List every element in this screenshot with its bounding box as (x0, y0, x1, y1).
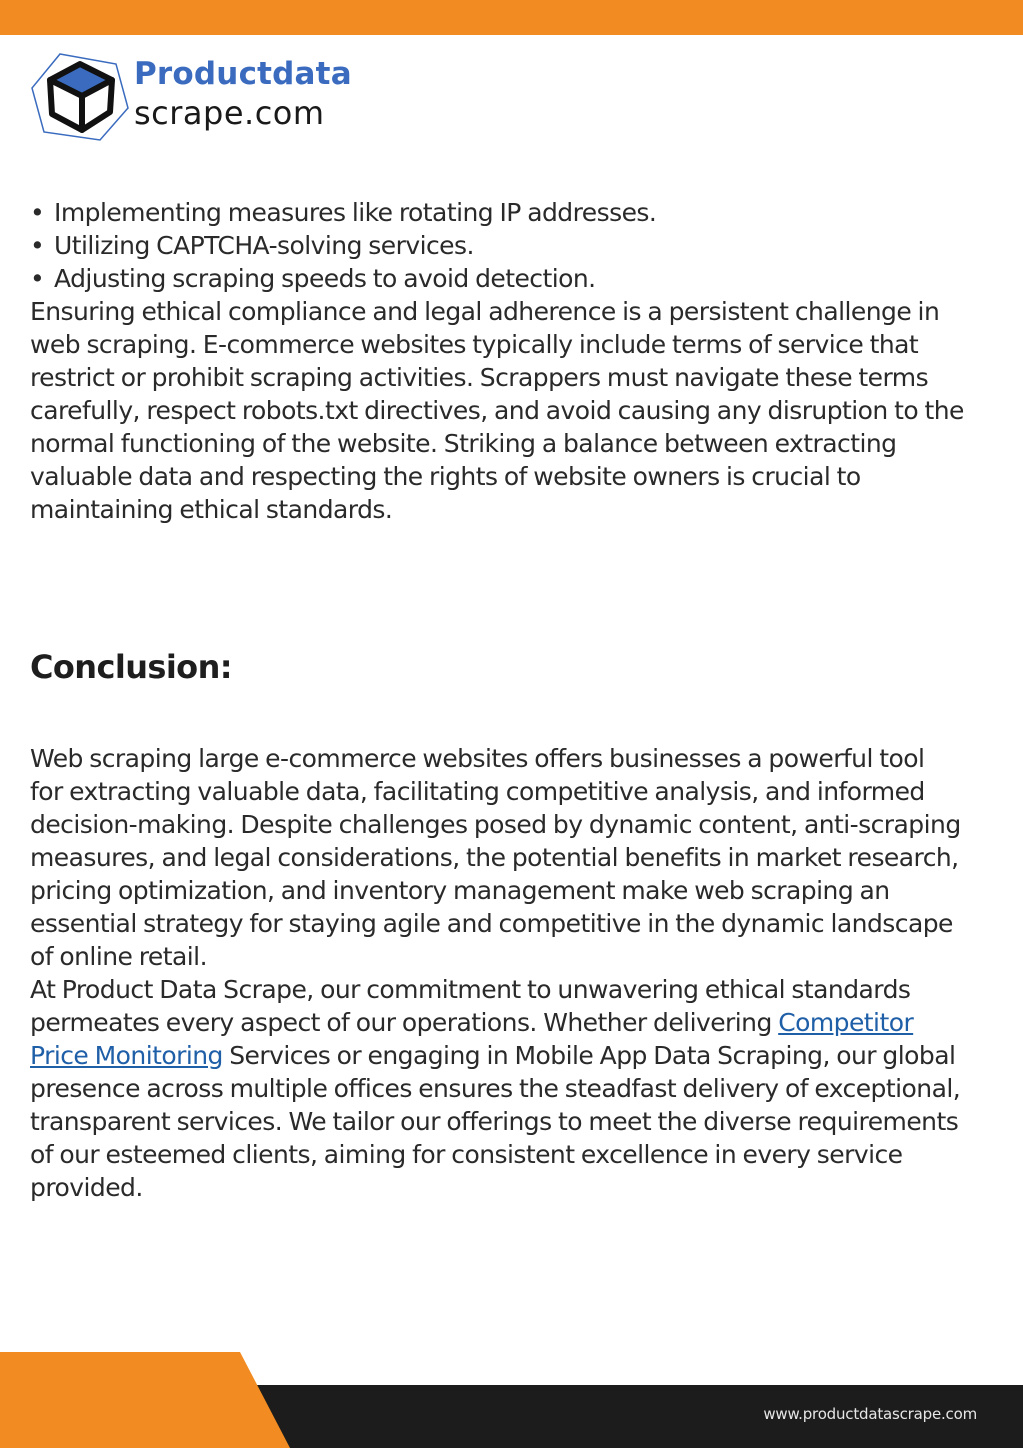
paragraph-line: At Product Data Scrape, our commitment to unwavering ethical standards (30, 975, 911, 1004)
competitor-price-monitoring-link[interactable]: Competitor (778, 1008, 914, 1037)
paragraph-line: web scraping. E-commerce websites typically include terms of service that (30, 330, 919, 359)
bullet-icon: • (30, 231, 45, 260)
paragraph-line: restrict or prohibit scraping activities. Scrappers must navigate these terms (30, 363, 929, 392)
conclusion-section (30, 742, 1023, 1204)
bullet-item: • Adjusting scraping speeds to avoid detection. (30, 264, 596, 293)
conclusion-heading: Conclusion: (30, 648, 232, 686)
competitor-price-monitoring-link-cont[interactable]: Price Monitoring (30, 1041, 223, 1070)
paragraph-line: decision-making. Despite challenges posed by dynamic content, anti-scraping (30, 810, 961, 839)
paragraph-line: carefully, respect robots.txt directives, and avoid causing any disruption to the (30, 396, 964, 425)
footer-accent-shape (0, 1352, 290, 1448)
paragraph-line: Ensuring ethical compliance and legal adherence is a persistent challenge in (30, 297, 940, 326)
bullet-icon: • (30, 198, 45, 227)
paragraph-line: measures, and legal considerations, the potential benefits in market research, (30, 843, 959, 872)
paragraph-line: essential strategy for staying agile and competitive in the dynamic landscape (30, 909, 953, 938)
top-accent-bar (0, 0, 1023, 35)
paragraph-line: presence across multiple offices ensures the steadfast delivery of exceptional, (30, 1074, 961, 1103)
paragraph-line: Price Monitoring Services or engaging in Mobile App Data Scraping, our global (30, 1041, 956, 1070)
footer-website-url[interactable]: www.productdatascrape.com (763, 1405, 977, 1423)
paragraph-line: permeates every aspect of our operations. Whether delivering Competitor (30, 1008, 914, 1037)
paragraph-line: transparent services. We tailor our offerings to meet the diverse requirements (30, 1107, 959, 1136)
cube-icon (30, 50, 130, 145)
bullet-icon: • (30, 264, 45, 293)
logo-wordmark-bottom: scrape.com (134, 94, 325, 132)
paragraph-line: of our esteemed clients, aiming for consistent excellence in every service (30, 1140, 903, 1169)
ethics-paragraph (30, 295, 1023, 526)
paragraph-line: normal functioning of the website. Striking a balance between extracting (30, 429, 897, 458)
paragraph-line: valuable data and respecting the rights of website owners is crucial to (30, 462, 861, 491)
paragraph-line: pricing optimization, and inventory management make web scraping an (30, 876, 890, 905)
paragraph-line: provided. (30, 1173, 143, 1202)
conclusion-paragraph-2 (30, 973, 1023, 1204)
paragraph-line: maintaining ethical standards. (30, 495, 393, 524)
paragraph-line: of online retail. (30, 942, 207, 971)
conclusion-paragraph-1 (30, 742, 1023, 973)
paragraph-line: Web scraping large e-commerce websites offers businesses a powerful tool (30, 744, 925, 773)
bullet-item: • Implementing measures like rotating IP addresses. (30, 198, 657, 227)
brand-logo[interactable] (30, 50, 390, 145)
intro-section (30, 196, 1023, 526)
logo-wordmark-top: Productdata (134, 56, 352, 92)
paragraph-line: for extracting valuable data, facilitating competitive analysis, and informed (30, 777, 925, 806)
bullet-item: • Utilizing CAPTCHA-solving services. (30, 231, 474, 260)
